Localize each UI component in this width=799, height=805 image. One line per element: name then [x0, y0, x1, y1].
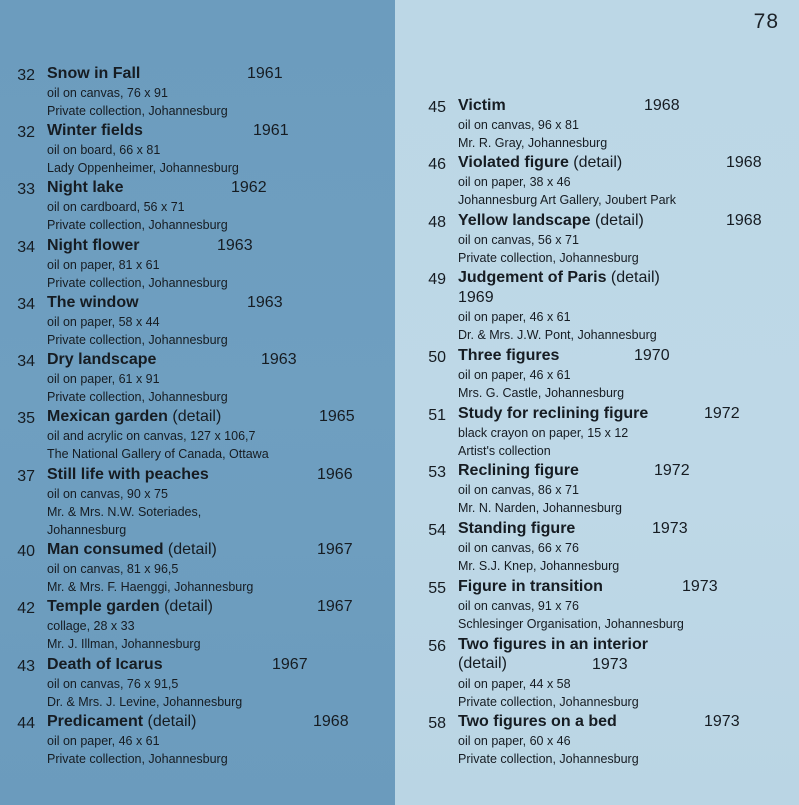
entry-description-line: Private collection, Johannesburg: [47, 276, 228, 290]
entry-body: [47, 712, 349, 768]
artwork-title: Winter fields: [47, 122, 143, 139]
artwork-title: Death of Icarus: [47, 656, 163, 673]
year-row: [458, 655, 648, 675]
entry-description-line: collage, 28 x 33: [47, 619, 135, 633]
artwork-year: 1972: [704, 405, 740, 422]
entry-description-line: oil on canvas, 91 x 76: [458, 599, 579, 613]
entry-description-line: Private collection, Johannesburg: [47, 752, 228, 766]
entry-description-line: Schlesinger Organisation, Johannesburg: [458, 617, 684, 631]
entry-description-line: Private collection, Johannesburg: [47, 218, 228, 232]
entry-body: [47, 597, 353, 653]
plate-number: 34: [17, 296, 35, 313]
plate-number: 32: [17, 67, 35, 84]
artwork-year: 1970: [634, 347, 670, 364]
entry-description-line: oil and acrylic on canvas, 127 x 106,7: [47, 429, 256, 443]
entry-heading: [47, 350, 297, 370]
artwork-title: Predicament: [47, 713, 144, 730]
entry-description-line: oil on paper, 58 x 44: [47, 315, 160, 329]
entry-description-line: Private collection, Johannesburg: [47, 104, 228, 118]
plate-number: 50: [428, 349, 446, 366]
entry-description-line: oil on paper, 81 x 61: [47, 258, 160, 272]
entry-description-line: oil on canvas, 81 x 96,5: [47, 562, 179, 576]
artwork-title: Victim: [458, 97, 506, 114]
artwork-title: Two figures in an interior: [458, 636, 648, 653]
artwork-year: 1968: [726, 212, 762, 229]
artwork-year: 1973: [704, 713, 740, 730]
artwork-year: 1963: [217, 237, 253, 254]
page-number: 78: [753, 10, 779, 33]
entry-description-line: Private collection, Johannesburg: [47, 333, 228, 347]
entry-description-line: black crayon on paper, 15 x 12: [458, 426, 629, 440]
plate-number: 53: [428, 464, 446, 481]
entry-body: [458, 268, 660, 344]
entry-body: [47, 64, 283, 120]
entry-heading: [47, 407, 355, 427]
entry-description-line: oil on paper, 60 x 46: [458, 734, 571, 748]
entry-description-line: Private collection, Johannesburg: [458, 251, 639, 265]
entry-description-line: oil on paper, 38 x 46: [458, 175, 571, 189]
entry-description-line: oil on canvas, 56 x 71: [458, 233, 579, 247]
artwork-title: Dry landscape: [47, 351, 157, 368]
entry-heading: [458, 153, 762, 173]
artwork-year: 1963: [247, 294, 283, 311]
entry-body: [458, 153, 762, 209]
entry-description-line: oil on cardboard, 56 x 71: [47, 200, 185, 214]
artwork-year: 1968: [644, 97, 680, 114]
entry-heading: [47, 293, 283, 313]
entry-body: [47, 121, 289, 177]
entry-description-line: Dr. & Mrs. J.W. Pont, Johannesburg: [458, 328, 657, 342]
entry-description-line: oil on paper, 61 x 91: [47, 372, 160, 386]
artwork-title: Snow in Fall: [47, 65, 141, 82]
entry-description-line: Private collection, Johannesburg: [47, 390, 228, 404]
plate-number: 44: [17, 715, 35, 732]
artwork-title: Man consumed: [47, 541, 164, 558]
entry-description-line: oil on canvas, 86 x 71: [458, 483, 579, 497]
entry-description-line: oil on board, 66 x 81: [47, 143, 161, 157]
plate-number: 45: [428, 99, 446, 116]
plate-number: 34: [17, 353, 35, 370]
entry-heading: [47, 178, 267, 198]
artwork-title: Standing figure: [458, 520, 576, 537]
artwork-title: Figure in transition: [458, 578, 603, 595]
plate-number: 43: [17, 658, 35, 675]
artwork-year: 1961: [253, 122, 289, 139]
entry-body: [47, 407, 355, 463]
entry-description-line: Mr. & Mrs. N.W. Soteriades,: [47, 505, 202, 519]
plate-number: 58: [428, 715, 446, 732]
entry-description-line: Mr. S.J. Knep, Johannesburg: [458, 559, 620, 573]
entry-heading: [47, 540, 353, 560]
detail-note: (detail): [159, 598, 213, 615]
detail-note: (detail): [163, 541, 217, 558]
artwork-year: 1967: [317, 541, 353, 558]
entry-description-line: Dr. & Mrs. J. Levine, Johannesburg: [47, 695, 243, 709]
entry-body: [47, 350, 297, 406]
plate-number: 55: [428, 580, 446, 597]
entry-heading: [47, 712, 349, 732]
entry-heading: [47, 465, 353, 485]
entry-heading: [458, 346, 670, 366]
entry-description-line: oil on canvas, 96 x 81: [458, 118, 579, 132]
artwork-year: 1961: [247, 65, 283, 82]
entry-body: [458, 519, 688, 575]
artwork-title: Two figures on a bed: [458, 713, 617, 730]
artwork-year: 1968: [726, 154, 762, 171]
entry-heading: [47, 655, 308, 675]
entry-description-line: oil on canvas, 90 x 75: [47, 487, 168, 501]
entry-heading: [458, 268, 660, 288]
entry-heading: [458, 577, 718, 597]
artwork-year: 1973: [682, 578, 718, 595]
plate-number: 56: [428, 638, 446, 655]
entry-body: [47, 655, 308, 711]
artwork-year: 1967: [272, 656, 308, 673]
artwork-year: 1972: [654, 462, 690, 479]
entry-body: [47, 465, 353, 539]
detail-note: (detail): [606, 269, 660, 286]
plate-number: 46: [428, 156, 446, 173]
entry-heading: [458, 96, 680, 116]
plate-number: 49: [428, 271, 446, 288]
entry-description-line: Private collection, Johannesburg: [458, 695, 639, 709]
entry-description-line: Johannesburg Art Gallery, Joubert Park: [458, 193, 676, 207]
artwork-title: Study for reclining figure: [458, 405, 649, 422]
entry-description-line: The National Gallery of Canada, Ottawa: [47, 447, 269, 461]
detail-note: (detail): [568, 154, 623, 171]
entry-body: [458, 404, 740, 460]
artwork-title: Violated figure: [458, 154, 569, 171]
entry-description-line: oil on paper, 44 x 58: [458, 677, 571, 691]
plate-number: 33: [17, 181, 35, 198]
plate-number: 32: [17, 124, 35, 141]
artwork-title: Mexican garden: [47, 408, 168, 425]
entry-description-line: Artist's collection: [458, 444, 551, 458]
entry-body: [458, 712, 740, 768]
entry-heading: [47, 236, 253, 256]
plate-number: 51: [428, 407, 446, 424]
entry-heading: [458, 519, 688, 539]
artwork-title: Temple garden: [47, 598, 160, 615]
artwork-year: 1966: [317, 466, 353, 483]
detail-note: (detail): [458, 655, 507, 672]
entry-description-line: Mr. N. Narden, Johannesburg: [458, 501, 622, 515]
entry-body: [47, 293, 283, 349]
artwork-title: Night flower: [47, 237, 140, 254]
entry-description-line: oil on canvas, 66 x 76: [458, 541, 579, 555]
detail-note: (detail): [167, 408, 222, 425]
entry-heading: [458, 635, 648, 655]
entry-body: [458, 211, 762, 267]
artwork-year: 1962: [231, 179, 267, 196]
artwork-title: The window: [47, 294, 139, 311]
artwork-year: 1973: [652, 520, 688, 537]
artwork-title: Yellow landscape: [458, 212, 591, 229]
artwork-title: Three figures: [458, 347, 560, 364]
entry-body: [458, 346, 670, 402]
entry-heading: [47, 597, 353, 617]
entry-heading: [47, 64, 283, 84]
entry-description-line: oil on canvas, 76 x 91: [47, 86, 168, 100]
entry-heading: [458, 404, 740, 424]
detail-note: (detail): [143, 713, 197, 730]
year-row: [458, 288, 660, 308]
entry-heading: [47, 121, 289, 141]
entry-description-line: Mrs. G. Castle, Johannesburg: [458, 386, 625, 400]
entry-body: [458, 577, 718, 633]
entry-description-line: oil on paper, 46 x 61: [458, 368, 571, 382]
entry-body: [47, 236, 253, 292]
entry-body: [47, 540, 353, 596]
entry-description-line: Private collection, Johannesburg: [458, 752, 639, 766]
plate-number: 40: [17, 543, 35, 560]
plate-number: 35: [17, 410, 35, 427]
plate-number: 54: [428, 522, 446, 539]
entry-body: [458, 635, 648, 711]
entry-description-line: Mr. J. Illman, Johannesburg: [47, 637, 201, 651]
plate-number: 37: [17, 468, 35, 485]
artwork-year: 1963: [261, 351, 297, 368]
entry-description-line: Mr. & Mrs. F. Haenggi, Johannesburg: [47, 580, 254, 594]
entry-body: [47, 178, 267, 234]
entry-body: [458, 96, 680, 152]
entry-description-line: Mr. R. Gray, Johannesburg: [458, 136, 608, 150]
artwork-year: 1968: [313, 713, 349, 730]
artwork-year: 1969: [458, 289, 494, 306]
artwork-title: Reclining figure: [458, 462, 579, 479]
entry-description-line: Lady Oppenheimer, Johannesburg: [47, 161, 239, 175]
artwork-year: 1967: [317, 598, 353, 615]
plate-number: 48: [428, 214, 446, 231]
entry-heading: [458, 211, 762, 231]
entry-heading: [458, 461, 690, 481]
entry-description-line: oil on paper, 46 x 61: [458, 310, 571, 324]
artwork-year: 1965: [319, 408, 355, 425]
plate-number: 34: [17, 239, 35, 256]
artwork-title: Night lake: [47, 179, 124, 196]
artwork-title: Still life with peaches: [47, 466, 209, 483]
entry-heading: [458, 712, 740, 732]
detail-note: (detail): [590, 212, 644, 229]
artwork-year: 1973: [592, 656, 628, 673]
plate-number: 42: [17, 600, 35, 617]
entry-description-line: oil on canvas, 76 x 91,5: [47, 677, 179, 691]
entry-description-line: oil on paper, 46 x 61: [47, 734, 160, 748]
entry-body: [458, 461, 690, 517]
artwork-title: Judgement of Paris: [458, 269, 607, 286]
entry-description-line: Johannesburg: [47, 523, 127, 537]
